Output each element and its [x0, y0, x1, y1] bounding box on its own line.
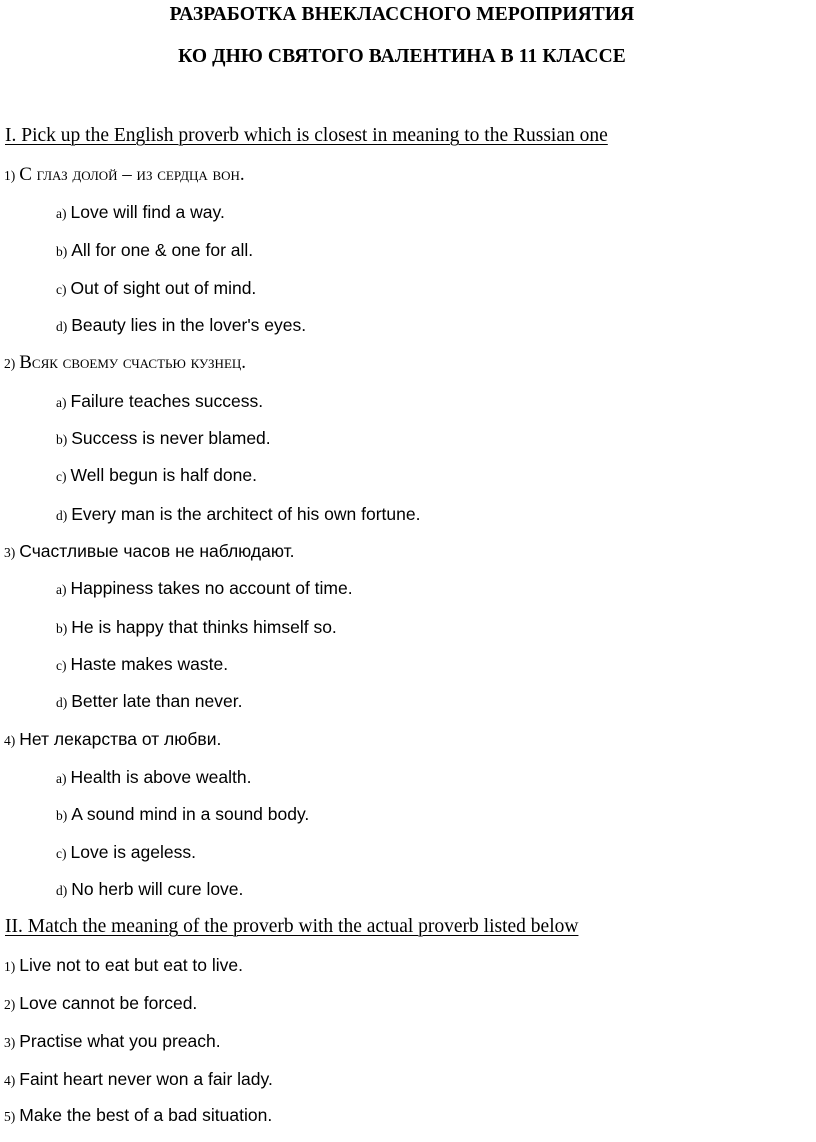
option-letter: a)	[56, 582, 67, 597]
item-text: Faint heart never won a fair lady.	[19, 1069, 273, 1089]
document-title-line-1: РАЗРАБОТКА ВНЕКЛАССНОГО МЕРОПРИЯТИЯ	[169, 4, 635, 25]
option-letter: d)	[56, 319, 68, 334]
question-text: Всяк своему счастью кузнец.	[19, 352, 247, 373]
question-3-option-a	[56, 578, 353, 599]
option-letter: b)	[56, 808, 68, 823]
question-text: Нет лекарства от любви.	[19, 729, 222, 749]
option-text: Beauty lies in the lover's eyes.	[71, 315, 307, 335]
question-4	[4, 729, 221, 750]
question-number: 1)	[4, 168, 16, 183]
option-letter: d)	[56, 508, 68, 523]
question-number: 4)	[4, 733, 16, 748]
section-1-heading: I. Pick up the English proverb which is closest in meaning to the Russian one	[5, 125, 608, 146]
option-text: Love will find a way.	[70, 202, 225, 222]
option-letter: c)	[56, 469, 67, 484]
question-2-option-b	[56, 428, 271, 449]
question-text: Счастливые часов не наблюдают.	[19, 541, 295, 561]
option-letter: d)	[56, 695, 68, 710]
question-3-option-c	[56, 654, 228, 675]
question-4-option-d	[56, 879, 243, 900]
section-2-heading: II. Match the meaning of the proverb with the actual proverb listed below	[5, 916, 579, 937]
option-text: Success is never blamed.	[71, 428, 271, 448]
option-letter: a)	[56, 206, 67, 221]
item-number: 3)	[4, 1035, 16, 1050]
item-text: Practise what you preach.	[19, 1031, 221, 1051]
item-number: 4)	[4, 1073, 16, 1088]
question-number: 3)	[4, 545, 16, 560]
option-text: Haste makes waste.	[70, 654, 229, 674]
option-letter: b)	[56, 621, 68, 636]
option-text: Well begun is half done.	[70, 465, 257, 485]
question-3-option-d	[56, 691, 242, 712]
question-1-option-c	[56, 278, 256, 299]
proverb-item-1	[4, 955, 243, 976]
option-letter: b)	[56, 432, 68, 447]
question-4-option-b	[56, 804, 309, 825]
option-text: A sound mind in a sound body.	[71, 804, 310, 824]
option-letter: c)	[56, 282, 67, 297]
option-letter: b)	[56, 244, 68, 259]
option-letter: a)	[56, 771, 67, 786]
proverb-item-5	[4, 1105, 272, 1126]
option-text: All for one & one for all.	[71, 240, 254, 260]
proverb-item-3	[4, 1031, 221, 1052]
question-1-option-b	[56, 240, 253, 261]
question-3	[4, 541, 295, 562]
option-text: Happiness takes no account of time.	[70, 578, 353, 598]
question-2-option-d	[56, 504, 420, 525]
question-2	[4, 352, 246, 374]
question-2-option-a	[56, 391, 263, 412]
item-number: 5)	[4, 1109, 16, 1124]
question-text: С глаз долой – из сердца вон.	[19, 164, 245, 185]
item-text: Live not to eat but eat to live.	[19, 955, 244, 975]
option-letter: c)	[56, 846, 67, 861]
option-text: Love is ageless.	[70, 842, 196, 862]
item-text: Love cannot be forced.	[19, 993, 198, 1013]
option-letter: d)	[56, 883, 68, 898]
question-4-option-c	[56, 842, 196, 863]
question-2-option-c	[56, 465, 257, 486]
question-1-option-d	[56, 315, 306, 336]
item-text: Make the best of a bad situation.	[19, 1105, 273, 1125]
option-text: No herb will cure love.	[71, 879, 244, 899]
question-4-option-a	[56, 767, 251, 788]
question-1	[4, 164, 245, 186]
option-text: Out of sight out of mind.	[70, 278, 257, 298]
option-text: He is happy that thinks himself so.	[71, 617, 337, 637]
proverb-item-4	[4, 1069, 273, 1090]
option-letter: a)	[56, 395, 67, 410]
option-text: Health is above wealth.	[70, 767, 252, 787]
option-text: Every man is the architect of his own fortune.	[71, 504, 421, 524]
document-title-line-2: КО ДНЮ СВЯТОГО ВАЛЕНТИНА В 11 КЛАССЕ	[178, 46, 626, 67]
option-text: Failure teaches success.	[70, 391, 264, 411]
proverb-item-2	[4, 993, 197, 1014]
option-letter: c)	[56, 658, 67, 673]
question-3-option-b	[56, 617, 337, 638]
item-number: 1)	[4, 959, 16, 974]
item-number: 2)	[4, 997, 16, 1012]
question-number: 2)	[4, 356, 16, 371]
option-text: Better late than never.	[71, 691, 243, 711]
question-1-option-a	[56, 202, 225, 223]
